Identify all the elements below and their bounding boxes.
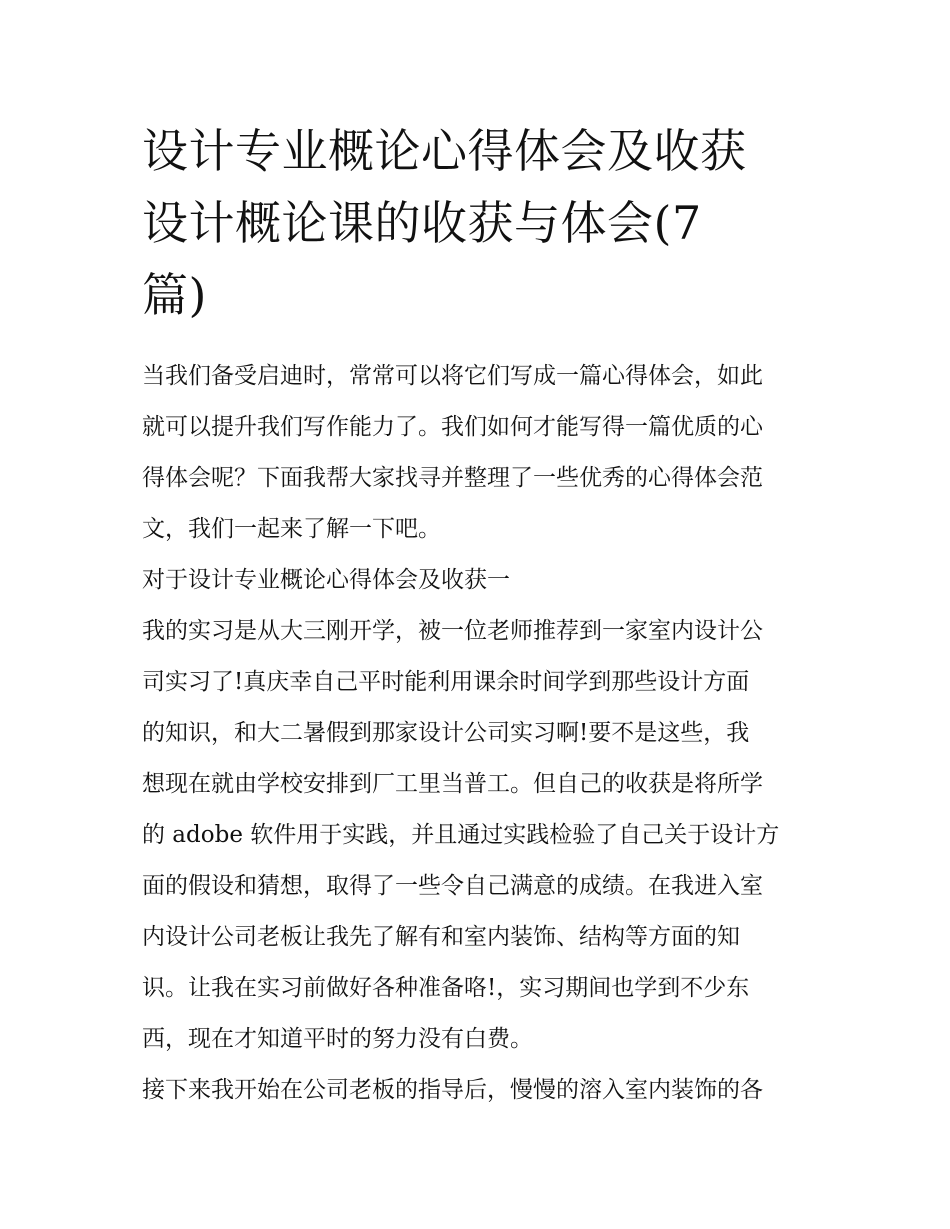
text-line: 司实习了!真庆幸自己平时能利用课余时间学到那些设计方面	[142, 669, 750, 695]
section-heading	[142, 555, 814, 606]
text-line: 当我们备受启迪时，常常可以将它们写成一篇心得体会，如此	[142, 363, 763, 389]
text-line: 接下来我开始在公司老板的指导后，慢慢的溶入室内装饰的各	[142, 1077, 763, 1103]
title-line-1: 设计专业概论心得体会及收获	[142, 124, 747, 178]
title-line-3: 篇)	[142, 268, 207, 322]
text-line: 的知识，和大二暑假到那家设计公司实习啊!要不是这些，我	[142, 720, 750, 746]
text-line: 想现在就由学校安排到厂工里当普工。但自己的收获是将所学	[142, 771, 763, 797]
paragraph-internship	[142, 606, 814, 1065]
text-line: 我的实习是从大三刚开学，被一位老师推荐到一家室内设计公	[142, 618, 763, 644]
document-body	[142, 351, 814, 1116]
text-line: 对于设计专业概论心得体会及收获一	[142, 567, 510, 593]
text-line: 得体会呢？下面我帮大家找寻并整理了一些优秀的心得体会范	[142, 465, 763, 491]
paragraph-next	[142, 1065, 814, 1116]
text-line: 文，我们一起来了解一下吧。	[142, 516, 441, 542]
text-line: 面的假设和猜想，取得了一些令自己满意的成绩。在我进入室	[142, 873, 763, 899]
document-title	[142, 115, 814, 331]
text-line: 内设计公司老板让我先了解有和室内装饰、结构等方面的知	[142, 924, 740, 950]
title-line-2-text: 设计概论课的收获与体会(7	[142, 196, 702, 250]
text-line: 西，现在才知道平时的努力没有白费。	[142, 1026, 533, 1052]
paragraph-intro	[142, 351, 814, 555]
text-line: 的 adobe 软件用于实践，并且通过实践检验了自己关于设计方	[142, 822, 780, 848]
document-page	[142, 115, 814, 1116]
text-line: 识。让我在实习前做好各种准备咯!，实习期间也学到不少东	[142, 975, 750, 1001]
title-line-2	[142, 187, 814, 259]
text-line: 就可以提升我们写作能力了。我们如何才能写得一篇优质的心	[142, 414, 763, 440]
